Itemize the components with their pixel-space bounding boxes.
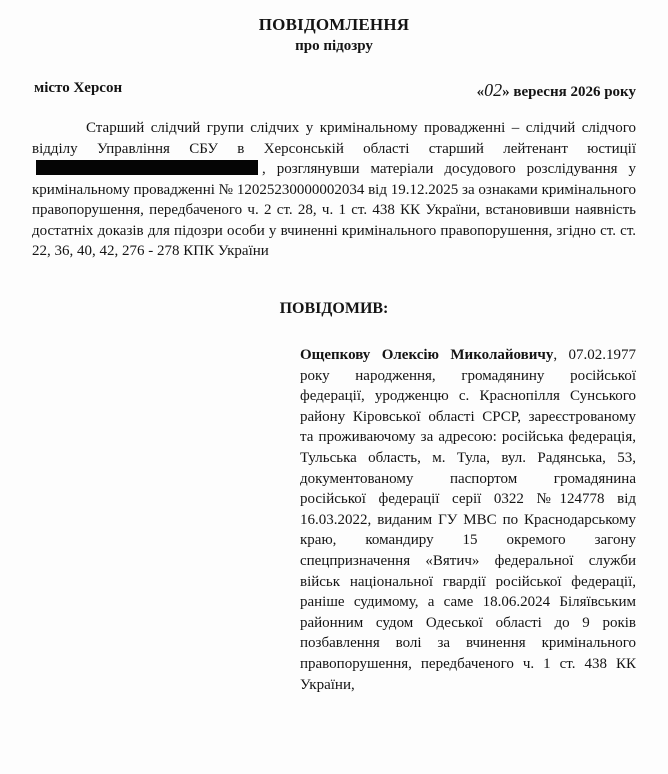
date-open-quote: « (476, 84, 485, 100)
date-day-handwritten: 02 (484, 80, 503, 100)
document-subtitle: про підозру (295, 38, 373, 54)
section-heading: ПОВІДОМИВ: (279, 300, 389, 317)
document-date (477, 80, 636, 101)
date-close-quote: » (502, 84, 510, 100)
document-title: ПОВІДОМЛЕННЯ (258, 15, 410, 34)
intro-text-after: , розглянувши матеріали досудового розслідування у кримінальному провадженні № 12025230000002034 від 19.12.2025 за ознаками кримінального правопорушення, передбаченого ч. 2 ст. 28, ч. 1 ст. 438 КК України, встановивши наявність достатніх доказів для підозри особи у вчиненні кримінального правопорушення, згідно ст. ст. 22, 36, 40, 42, 276 - 278 КПК України (32, 161, 636, 259)
date-month-year: вересня 2026 року (513, 84, 636, 100)
city-label: місто Херсон (34, 80, 123, 96)
intro-text-before: Старший слідчий групи слідчих у кримінальному провадженні – слідчий слідчого відділу Управління СБУ в Херсонській області старший лейтенант юстиції (32, 120, 636, 157)
suspect-name: Ощепкову Олексію Миколайовичу (300, 347, 554, 363)
redaction-bar (36, 160, 258, 175)
suspect-details: , 07.02.1977 року народження, громадянину російської федерації, уродженцю с. Краснопілля Сунського району Кіровської області СРСР, зареєстрованому та проживаючому за адресою: російська федерація, Тульська область, м. Тула, вул. Радянська, 53, документованому паспортом громадянина російської федерації серії 0322 №124778 від 16.03.2022, виданим ГУ МВС по Краснодарському краю, командиру 15 окремого загону спецпризначення «Вятич» федеральної служби військ національної гвардії російської федерації, раніше судимому, а саме 18.06.2024 Біляївським районним судом Одеської області до 9 років позбавлення волі за вчинення кримінального правопорушення, передбаченого ч. 1 ст. 438 КК України, (300, 347, 636, 693)
intro-paragraph (32, 118, 636, 262)
suspect-block (300, 345, 636, 695)
